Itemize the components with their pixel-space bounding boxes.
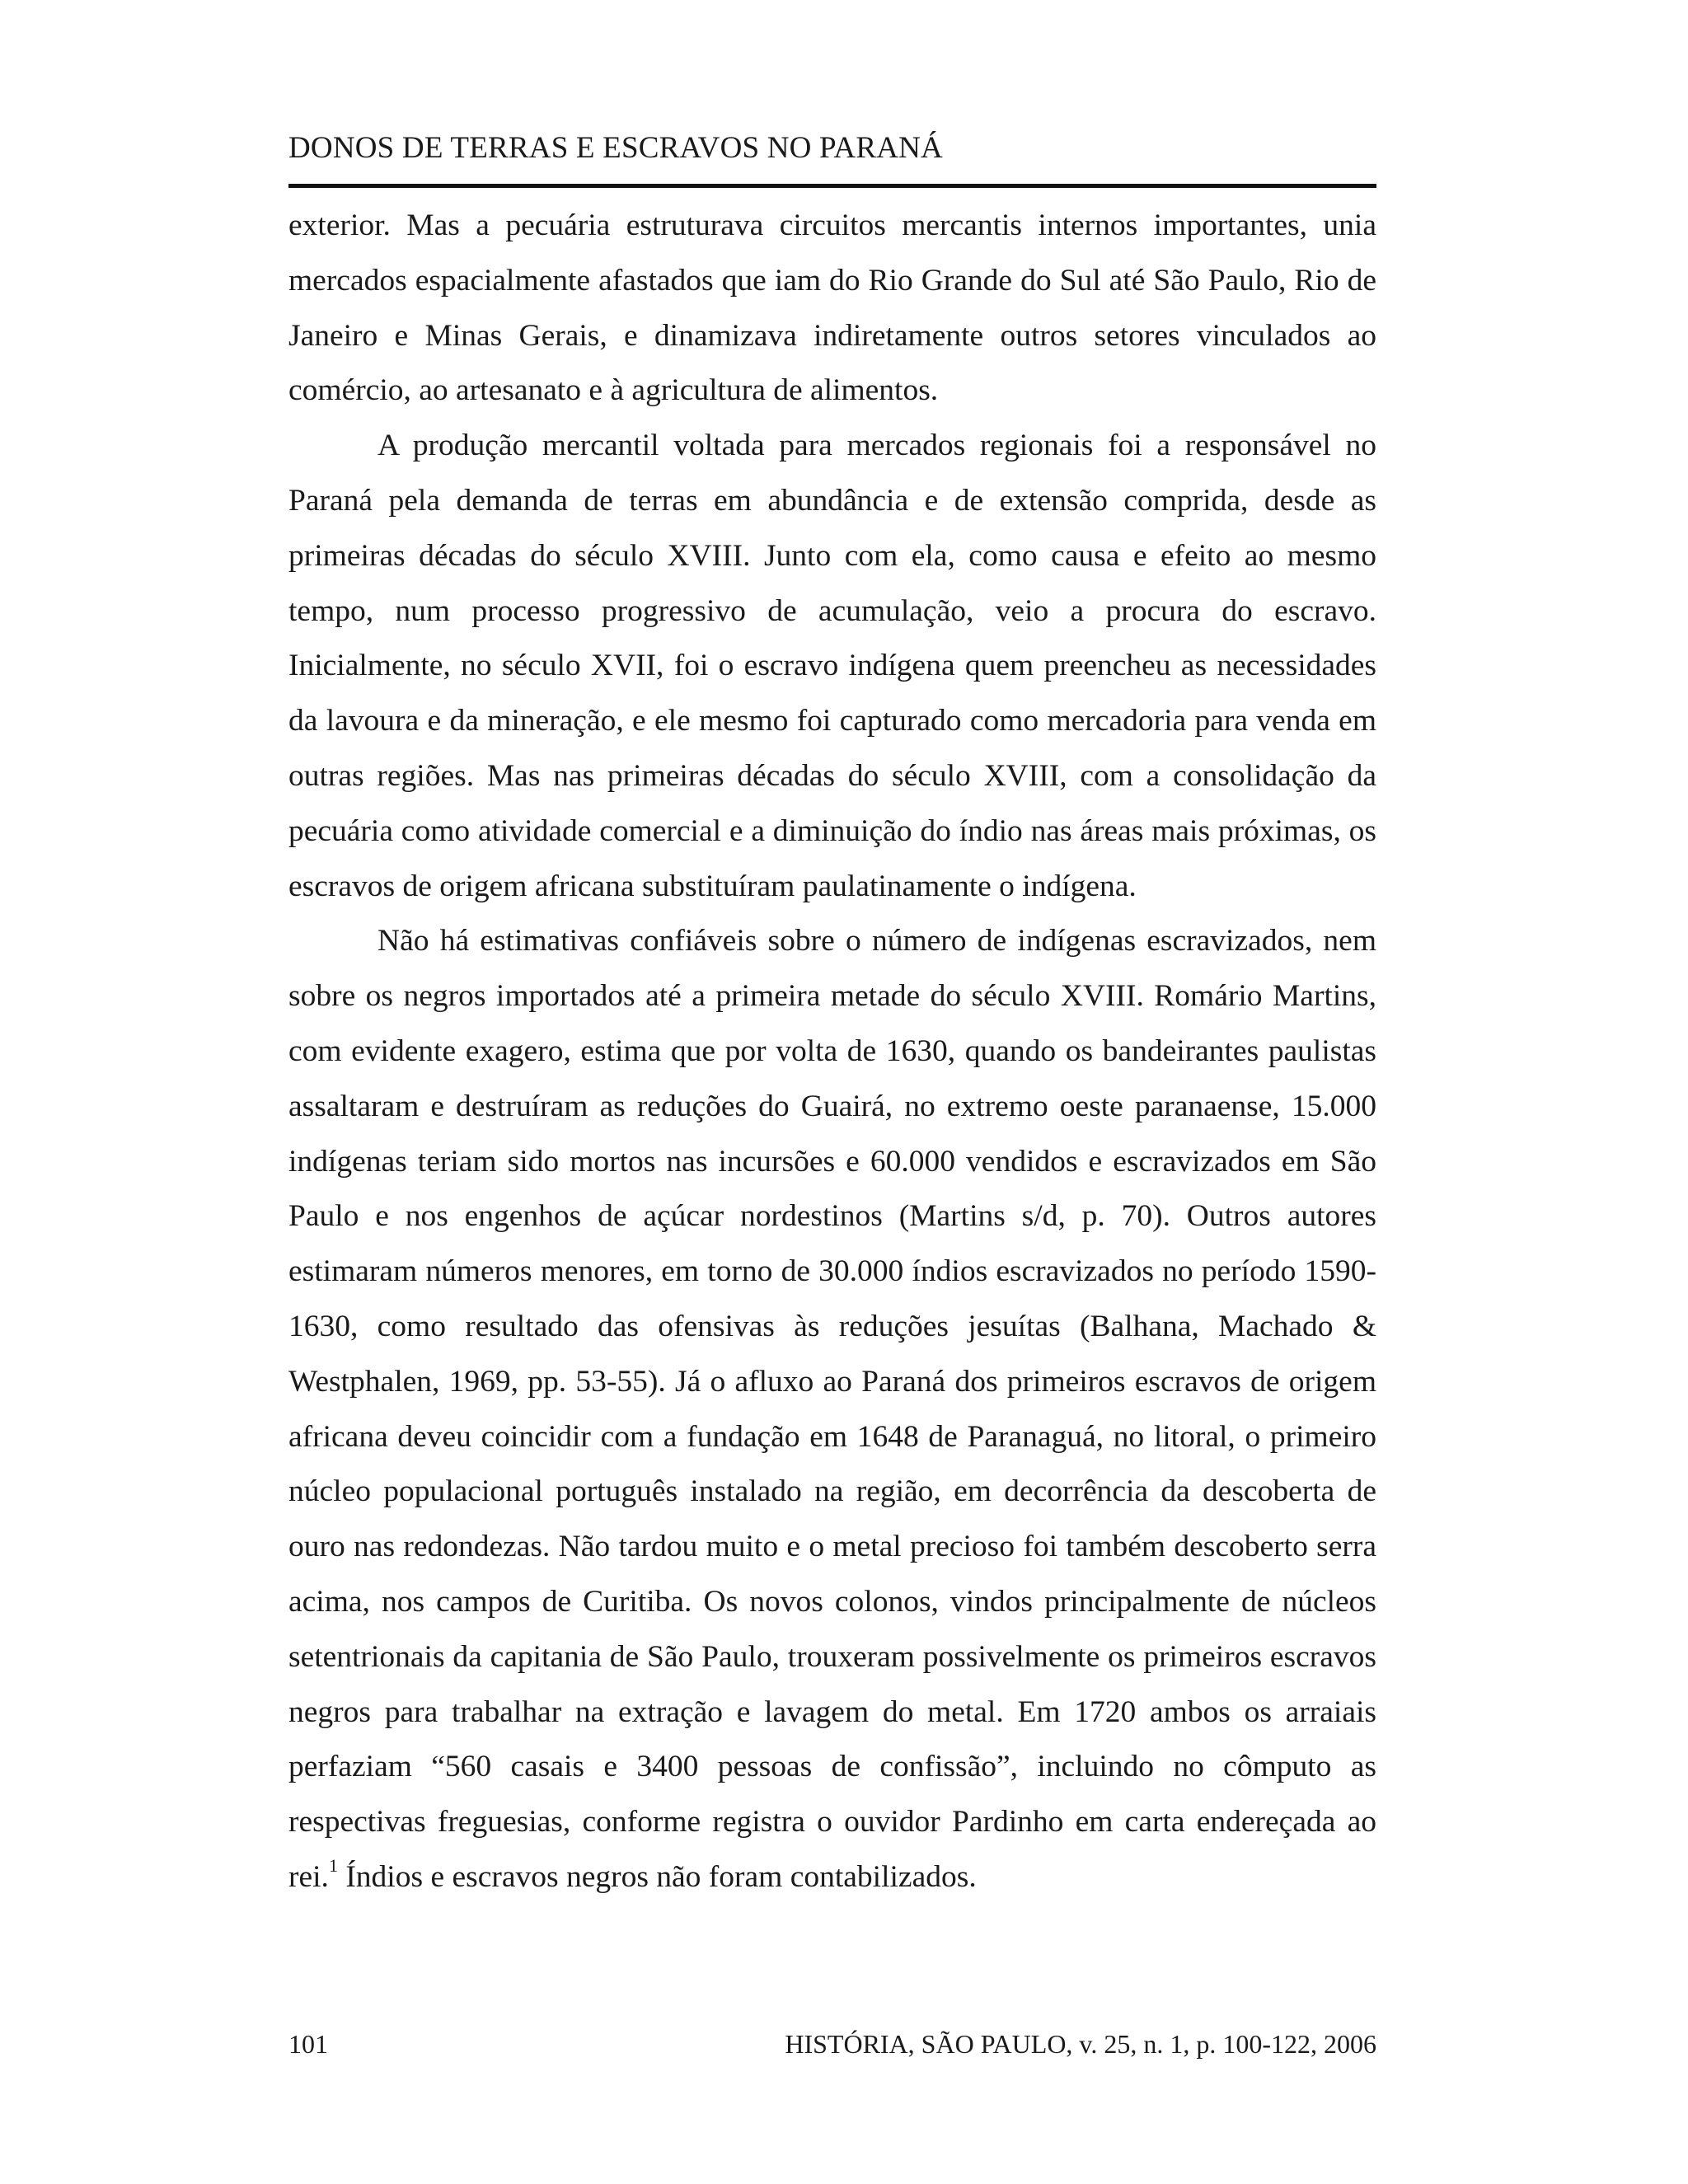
paragraph-3-text-end: Índios e escravos negros não foram contabilizados. — [337, 1859, 977, 1894]
paragraph-3 — [288, 914, 1376, 1905]
header-rule — [288, 184, 1376, 188]
footnote-reference[interactable]: 1 — [328, 1854, 338, 1876]
running-header: DONOS DE TERRAS E ESCRAVOS NO PARANÁ — [288, 131, 943, 165]
paragraph-3-text: Não há estimativas confiáveis sobre o número de indígenas escravizados, nem sobre os negros importados até a primeira metade do século XVIII. Romário Martins, com evidente exagero, estima que por volta de 1630, quando os bandeirantes paulistas assaltaram e destruíram as reduções do Guairá, no extremo oeste paranaense, 15.000 indígenas teriam sido mortos nas incursões e 60.000 vendidos e escravizados em São Paulo e nos engenhos de açúcar nordestinos (Martins s/d, p. 70). Outros autores estimaram números menores, em torno de 30.000 índios escravizados no período 1590-1630, como resultado das ofensivas às reduções jesuítas (Balhana, Machado & Westphalen, 1969, pp. 53-55). Já o afluxo ao Paraná dos primeiros escravos de origem africana deveu coincidir com a fundação em 1648 de Paranaguá, no litoral, o primeiro núcleo populacional português instalado na região, em decorrência da descoberta de ouro nas redondezas. Não tardou muito e o metal precioso foi também descoberto serra acima, nos campos de Curitiba. Os novos colonos, vindos principalmente de núcleos setentrionais da capitania de São Paulo, trouxeram possivelmente os primeiros escravos negros para trabalhar na extração e lavagem do metal. Em 1720 ambos os arraiais perfaziam “560 casais e 3400 pessoas de confissão”, incluindo no cômputo as respectivas freguesias, conforme registra o ouvidor Pardinho em carta endereçada ao rei. — [288, 924, 1376, 1894]
paragraph-2: A produção mercantil voltada para mercados regionais foi a responsável no Paraná pela demanda de terras em abundância e de extensão comprida, desde as primeiras décadas do século XVIII. Junto com ela, como causa e efeito ao mesmo tempo, num processo progressivo de acumulação, veio a procura do escravo. Inicialmente, no século XVII, foi o escravo indígena quem preencheu as necessidades da lavoura e da mineração, e ele mesmo foi capturado como mercadoria para venda em outras regiões. Mas nas primeiras décadas do século XVIII, com a consolidação da pecuária como atividade comercial e a diminuição do índio nas áreas mais próximas, os escravos de origem africana substituíram paulatinamente o indígena. — [288, 429, 1376, 903]
page-number: 101 — [288, 2029, 328, 2059]
paragraph-1: exterior. Mas a pecuária estruturava circuitos mercantis internos importantes, unia mercados espacialmente afastados que iam do Rio Grande do Sul até São Paulo, Rio de Janeiro e Minas Gerais, e dinamizava indiretamente outros setores vinculados ao comércio, ao artesanato e à agricultura de alimentos. — [288, 209, 1376, 408]
journal-citation: HISTÓRIA, SÃO PAULO, v. 25, n. 1, p. 100-122, 2006 — [785, 2029, 1376, 2059]
body-text — [288, 199, 1376, 1905]
